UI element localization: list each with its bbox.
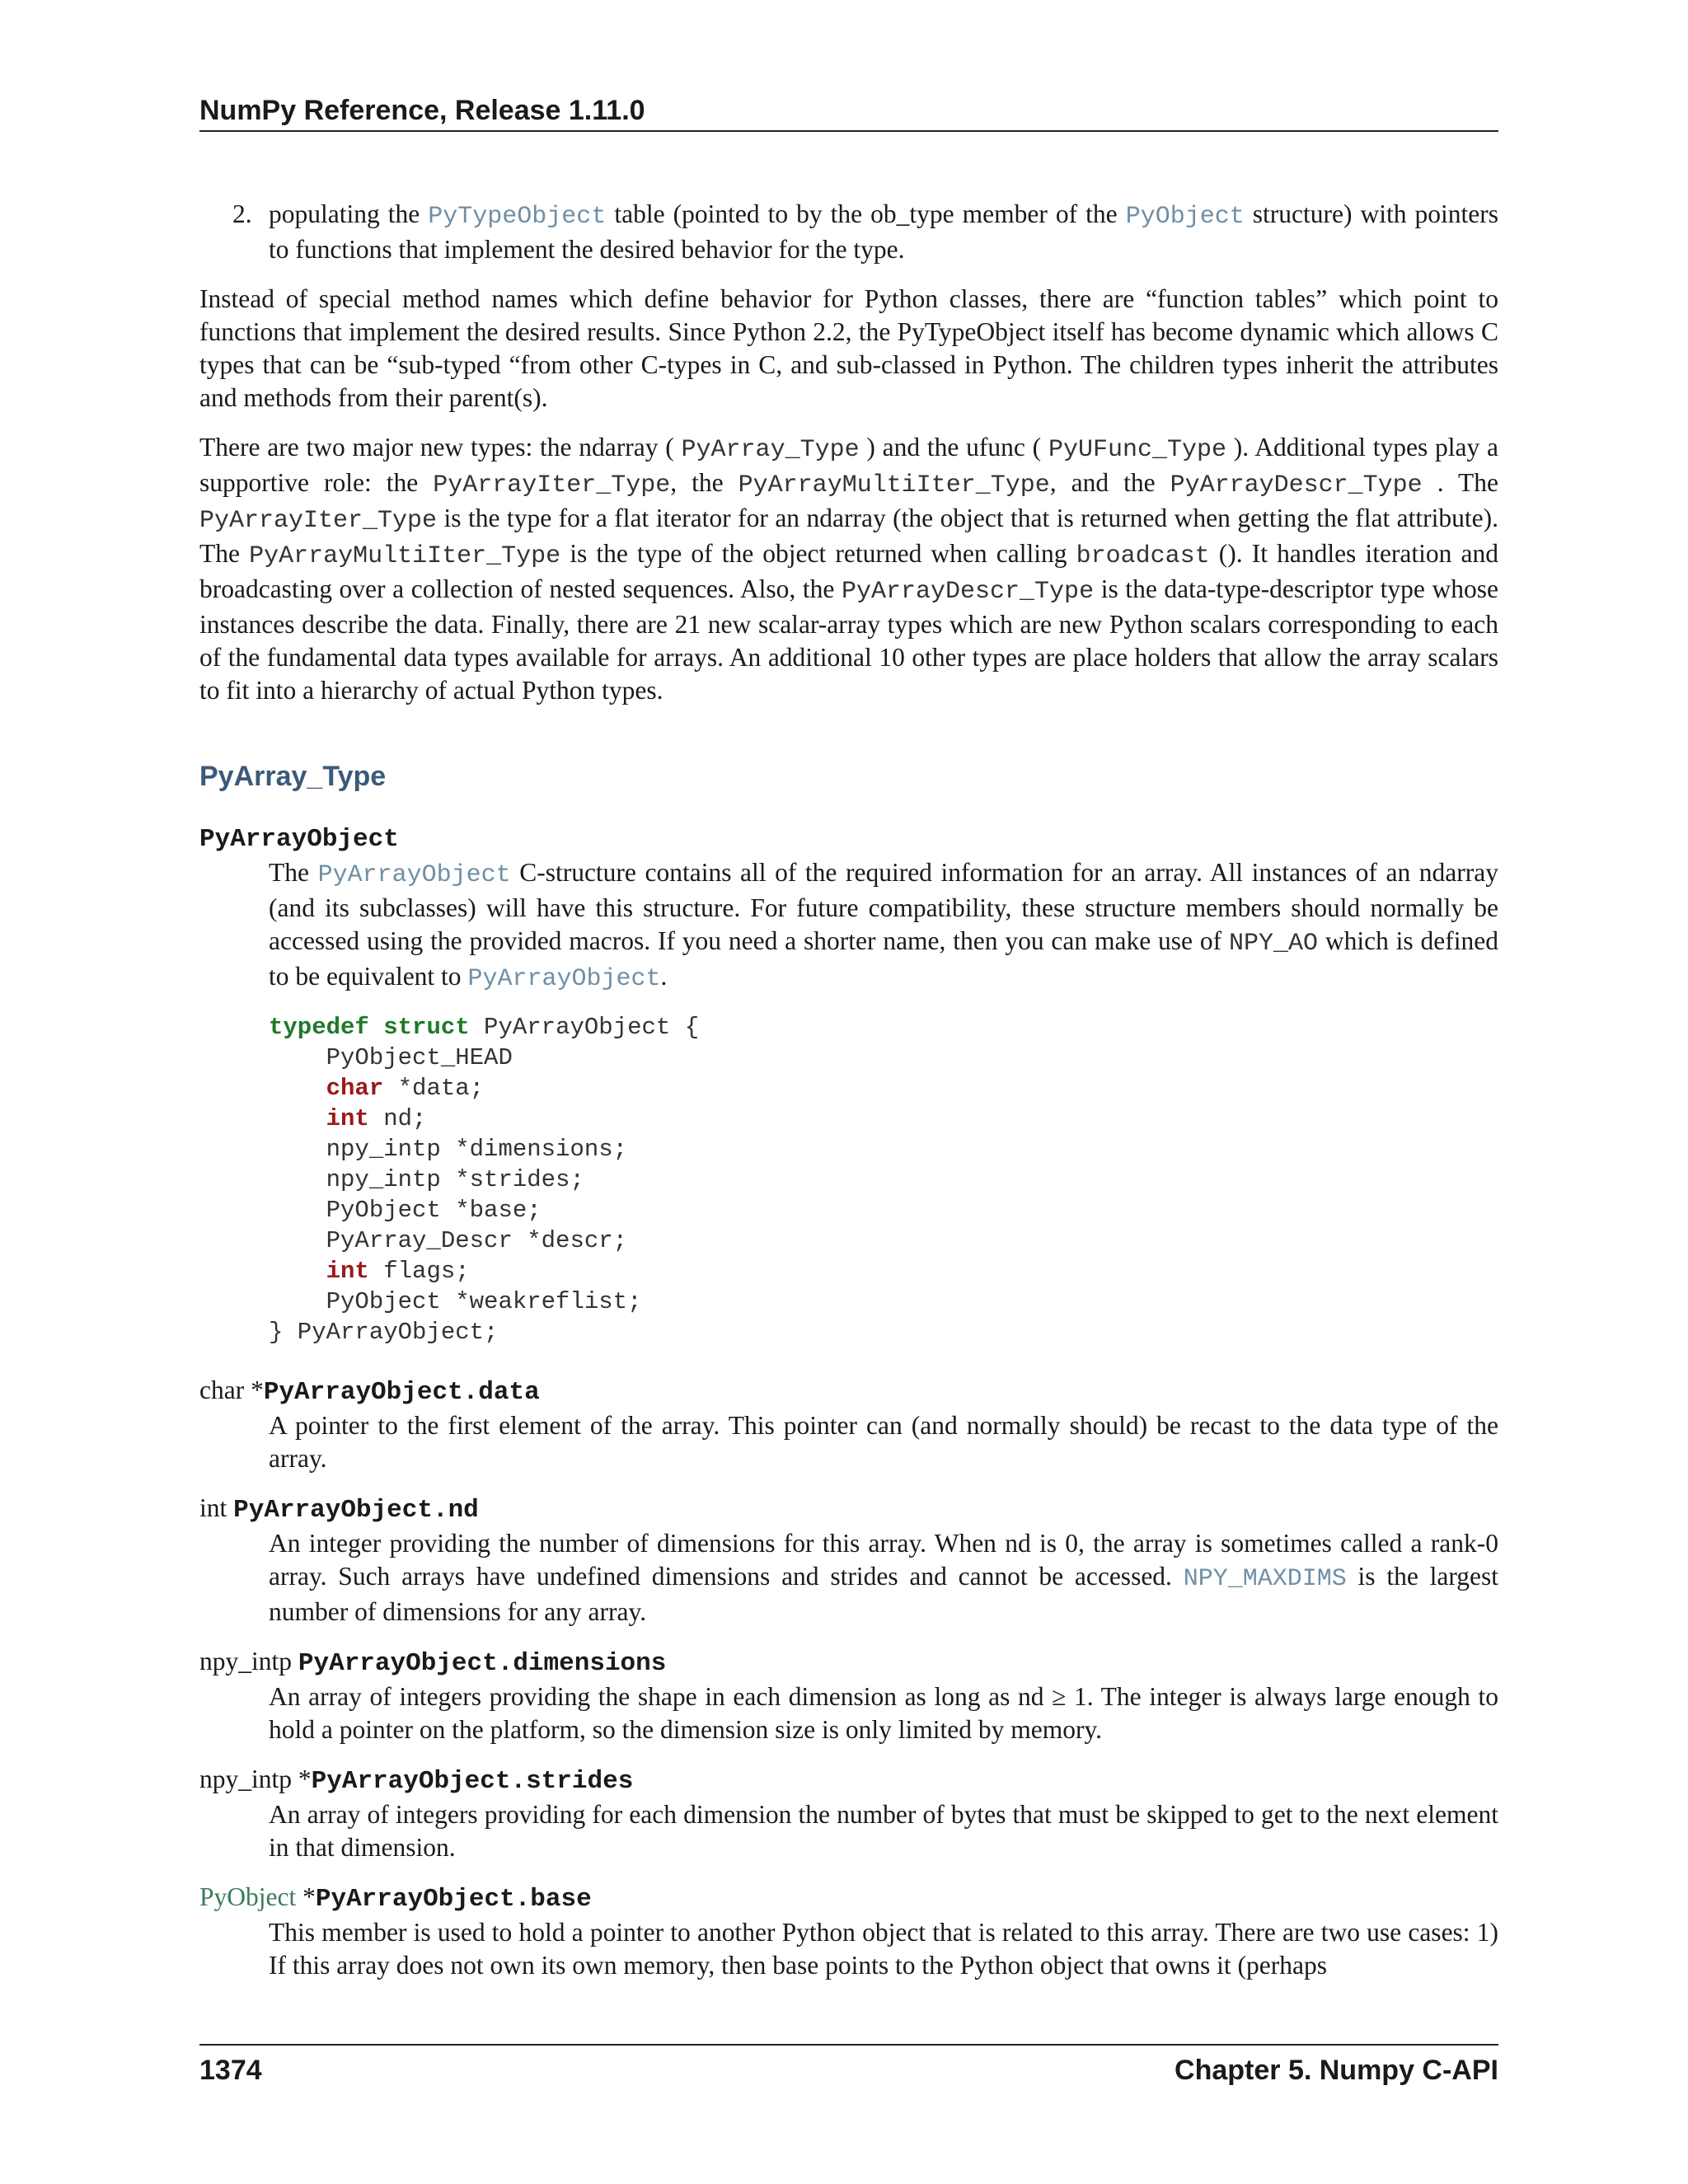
code-line: PyObject *weakreflist; xyxy=(269,1288,642,1315)
member-description xyxy=(269,1527,1498,1629)
link-npy-maxdims[interactable]: NPY_MAXDIMS xyxy=(1183,1565,1347,1593)
code-line: npy_intp *dimensions; xyxy=(269,1136,628,1163)
definition-text xyxy=(269,856,1498,996)
member-description: An array of integers providing the shape in each dimension as long as nd ≥ 1. The integer is always large enough to hold a pointer on the platform, so the dimension size is only limited by memory. xyxy=(269,1682,1498,1744)
definition-body-pyarrayobject xyxy=(199,856,1498,996)
member-signature-strides xyxy=(199,1763,1498,1798)
paragraph-major-types xyxy=(199,431,1498,707)
text-run: which is defined to be equivalent to xyxy=(269,926,1498,991)
page-body xyxy=(199,198,1498,1982)
code-keyword: typedef xyxy=(269,1014,369,1041)
member-description: A pointer to the first element of the array. This pointer can (and normally should) be recast to the data type of the array. xyxy=(269,1411,1498,1473)
text-run: , the xyxy=(670,468,738,497)
text-run: table (pointed to by the ob_type member of the xyxy=(606,199,1126,228)
code-text: nd; xyxy=(368,1105,427,1132)
code-pyarraymultiiter-type: PyArrayMultiIter_Type xyxy=(738,471,1050,499)
code-text: flags; xyxy=(368,1258,470,1285)
code-block-struct xyxy=(269,1012,1498,1347)
text-run: An integer providing the number of dimensions for this array. When nd is 0, the array is sometimes called a rank-0 array. Such arrays have undefined dimensions and strides and cannot be accessed. xyxy=(269,1529,1498,1591)
member-body-dimensions xyxy=(199,1680,1498,1746)
member-signature-base xyxy=(199,1881,1498,1916)
definition-signature-pyarrayobject xyxy=(199,821,1498,856)
member-name: PyArrayObject.dimensions xyxy=(298,1649,667,1678)
code-line: PyObject_HEAD xyxy=(269,1044,513,1071)
member-name: PyArrayObject.nd xyxy=(233,1496,479,1525)
text-run: is the type for a flat iterator for an ndarray (the object that is returned when getting the flat attribute). The xyxy=(199,504,1498,568)
code-keyword: struct xyxy=(383,1014,470,1041)
code-keyword: char xyxy=(326,1075,384,1102)
code-pyarraymultiiter-type: PyArrayMultiIter_Type xyxy=(249,542,561,570)
text-run: C-structure contains all of the required information for an array. All instances of an ndarray (and its subclasses) will have this structure. For future compatibility, these structure members should normally be accessed using the provided macros. If you need a shorter name, then you can make use of xyxy=(269,858,1498,955)
code-keyword: int xyxy=(326,1258,369,1285)
text-run: is the largest number of dimensions for any array. xyxy=(269,1562,1498,1626)
member-type: char * xyxy=(199,1376,264,1404)
text-run: ). Additional types play a supportive role: the xyxy=(199,433,1498,497)
list-item xyxy=(199,198,1498,266)
member-body-strides xyxy=(199,1798,1498,1864)
page-number: 1374 xyxy=(199,2055,262,2086)
member-name: PyArrayObject.strides xyxy=(311,1767,634,1796)
text-run: is the type of the object returned when calling xyxy=(560,539,1076,568)
code-pyarrayiter-type: PyArrayIter_Type xyxy=(199,507,438,535)
member-type: * xyxy=(296,1882,316,1911)
code-pyarrayiter-type: PyArrayIter_Type xyxy=(433,471,671,499)
running-footer xyxy=(199,2052,1498,2088)
code-line: PyObject *base; xyxy=(269,1197,542,1224)
list-item-text xyxy=(269,198,1498,266)
member-type: npy_intp xyxy=(199,1647,298,1675)
member-body-nd xyxy=(199,1527,1498,1629)
text-run: structure) with pointers to functions that implement the desired behavior for the type. xyxy=(269,199,1498,264)
paragraph-function-tables: Instead of special method names which define behavior for Python classes, there are “function tables” which point to functions that implement the desired results. Since Python 2.2, the PyTypeObject itself has become dynamic which allows C types that can be “sub-typed “from other C-types in C, and sub-classed in Python. The children types inherit the attributes and methods from their parent(s). xyxy=(199,284,1498,412)
link-pytypeobject[interactable]: PyTypeObject xyxy=(428,203,607,231)
code-text: PyArrayObject { xyxy=(469,1014,700,1041)
code-keyword: int xyxy=(326,1105,369,1132)
code-line: } PyArrayObject; xyxy=(269,1319,499,1346)
member-type: npy_intp * xyxy=(199,1765,312,1793)
code-line: npy_intp *strides; xyxy=(269,1166,584,1193)
member-body-base xyxy=(199,1916,1498,1982)
code-text: *data; xyxy=(383,1075,485,1102)
link-pyobject[interactable]: PyObject xyxy=(1125,203,1245,231)
code-line: PyArray_Descr *descr; xyxy=(269,1227,628,1254)
text-run: populating the xyxy=(269,199,429,228)
text-run: The xyxy=(269,858,318,887)
footer-rule xyxy=(199,2044,1498,2046)
member-signature-dimensions xyxy=(199,1645,1498,1680)
section-title: PyArray_Type xyxy=(199,761,387,792)
text-run: (). It handles iteration and broadcasting over a collection of nested sequences. Also, the xyxy=(199,539,1498,603)
member-name: PyArrayObject.base xyxy=(315,1885,592,1914)
chapter-title: Chapter 5. Numpy C-API xyxy=(1175,2055,1498,2086)
member-type: int xyxy=(199,1493,234,1522)
code-npy-ao: NPY_AO xyxy=(1228,930,1318,958)
member-signature-data xyxy=(199,1374,1498,1409)
list-item-number: 2. xyxy=(232,199,252,228)
member-description: This member is used to hold a pointer to another Python object that is related to this array. There are two use cases: 1) If this array does not own its own memory, then base points to the Python object that owns it (perhaps xyxy=(269,1918,1498,1980)
code-pyarray-type: PyArray_Type xyxy=(681,436,860,464)
member-name: PyArrayObject.data xyxy=(263,1378,540,1407)
text-run: , and the xyxy=(1049,468,1170,497)
text-run: . xyxy=(660,962,668,991)
link-pyarrayobject[interactable]: PyArrayObject xyxy=(467,965,661,993)
text-run: . The xyxy=(1422,468,1498,497)
text-run: is the data-type-descriptor type whose instances describe the data. Finally, there are 21 new scalar-array types which are new Python scalars corresponding to each of the fundamental data types available for arrays. An additional 10 other types are place holders that allow the array scalars to fit into a hierarchy of actual Python types. xyxy=(199,574,1498,705)
running-header: NumPy Reference, Release 1.11.0 xyxy=(199,92,1498,132)
code-pyarraydescr-type: PyArrayDescr_Type xyxy=(842,578,1095,606)
text-run: There are two major new types: the ndarray ( xyxy=(199,433,682,462)
code-broadcast: broadcast xyxy=(1076,542,1210,570)
code-pyarraydescr-type: PyArrayDescr_Type xyxy=(1170,471,1423,499)
definition-name: PyArrayObject xyxy=(199,825,399,854)
member-body-data xyxy=(199,1409,1498,1475)
member-signature-nd xyxy=(199,1492,1498,1527)
member-description: An array of integers providing for each dimension the number of bytes that must be skipped to get to the next element in that dimension. xyxy=(269,1800,1498,1862)
text-run: ) and the ufunc ( xyxy=(859,433,1048,462)
link-pyarrayobject[interactable]: PyArrayObject xyxy=(317,861,511,889)
link-pyobject-type[interactable]: PyObject xyxy=(199,1882,297,1911)
code-pyufunc-type: PyUFunc_Type xyxy=(1048,436,1226,464)
